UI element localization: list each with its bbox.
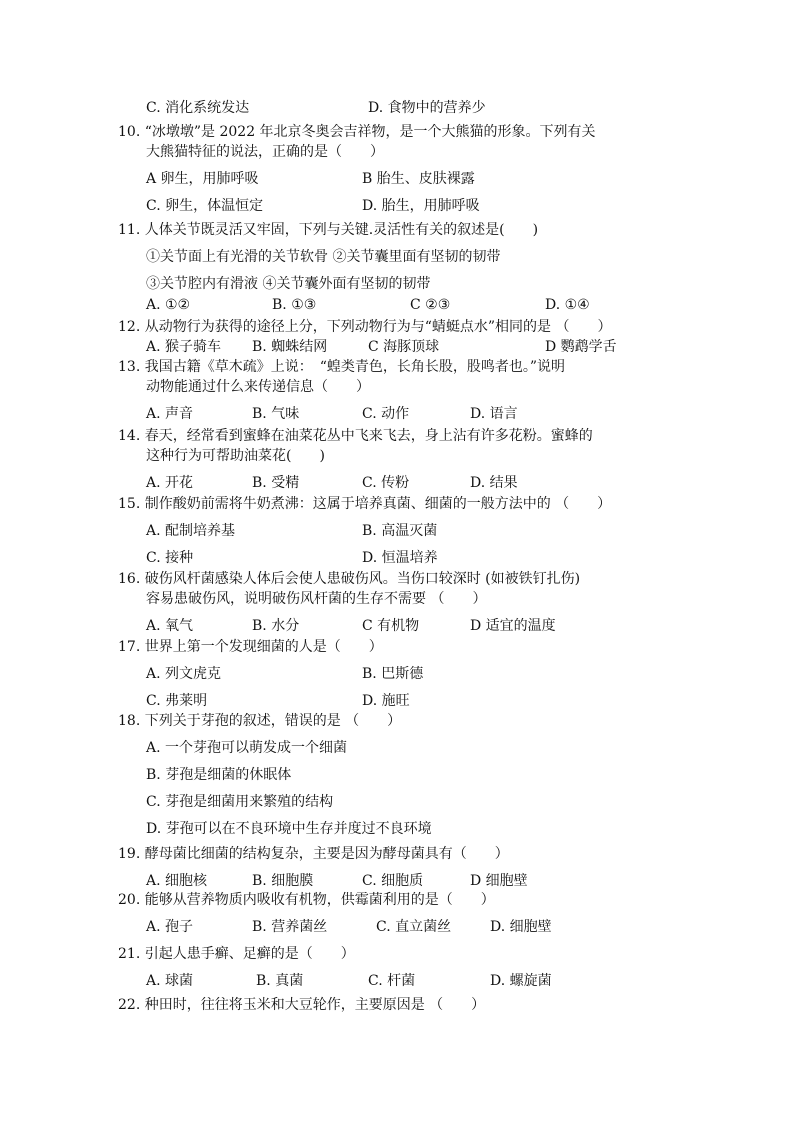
q9-option-c: C. 消化系统发达 <box>146 100 250 116</box>
q13-stem-line2: 动物能通过什么来传递信息（ ） <box>146 379 370 395</box>
q20-option-b: B. 营养菌丝 <box>252 919 328 935</box>
q14-option-d: D. 结果 <box>470 475 518 491</box>
q17-stem: 17. 世界上第一个发现细菌的人是（ ） <box>118 639 383 655</box>
q15-option-d: D. 恒温培养 <box>362 550 438 566</box>
q13-option-a: A. 声音 <box>146 406 194 422</box>
q12-stem: 12. 从动物行为获得的途径上分，下列动物行为与“蜻蜓点水”相同的是 （ ） <box>118 319 612 335</box>
q21-option-a: A. 球菌 <box>146 973 194 989</box>
q14-option-a: A. 开花 <box>146 475 194 491</box>
q10-option-c: C. 卵生，体温恒定 <box>146 198 264 214</box>
q17-option-b: B. 巴斯德 <box>362 666 424 682</box>
q16-option-a: A. 氧气 <box>146 618 194 634</box>
q19-option-c: C. 细胞质 <box>362 873 424 889</box>
q21-option-d: D. 螺旋菌 <box>490 973 552 989</box>
q14-option-c: C. 传粉 <box>362 475 410 491</box>
q21-option-b: B. 真菌 <box>256 973 304 989</box>
q11-option-a: A. ①② <box>146 297 191 313</box>
q14-stem-line1: 14. 春天，经常看到蜜蜂在油菜花丛中飞来飞去，身上沾有许多花粉。蜜蜂的 <box>118 428 593 444</box>
q18-stem: 18. 下列关于芽孢的叙述，错误的是 （ ） <box>118 713 402 729</box>
q13-stem-line1: 13. 我国古籍《草木疏》上说： “蝗类青色，长角长股，股鸣者也。”说明 <box>118 359 566 375</box>
q20-stem: 20. 能够从营养物质内吸收有机物，供霉菌利用的是（ ） <box>118 892 495 908</box>
q19-option-d: D 细胞壁 <box>470 873 528 889</box>
q11-statement-1: ①关节面上有光滑的关节软骨 ②关节囊里面有坚韧的韧带 <box>146 249 501 265</box>
q18-option-b: B. 芽孢是细菌的休眠体 <box>146 767 292 783</box>
q12-option-d: D 鹦鹉学舌 <box>545 339 617 355</box>
q16-stem-line2: 容易患破伤风，说明破伤风杆菌的生存不需要 （ ） <box>146 591 487 607</box>
q11-option-b: B. ①③ <box>272 297 317 313</box>
q12-option-a: A. 猴子骑车 <box>146 339 222 355</box>
q11-option-d: D. ①④ <box>545 297 590 313</box>
q17-option-d: D. 施旺 <box>362 693 410 709</box>
q18-option-a: A. 一个芽孢可以萌发成一个细菌 <box>146 740 348 756</box>
q16-option-b: B. 水分 <box>252 618 300 634</box>
q11-option-c: C ②③ <box>410 297 451 313</box>
q15-option-a: A. 配制培养基 <box>146 523 236 539</box>
q17-option-a: A. 列文虎克 <box>146 666 222 682</box>
q20-option-a: A. 孢子 <box>146 919 194 935</box>
q21-option-c: C. 杆菌 <box>368 973 416 989</box>
q19-option-b: B. 细胞膜 <box>252 873 314 889</box>
q21-stem: 21. 引起人患手癣、足癣的是（ ） <box>118 946 355 962</box>
q11-stem: 11. 人体关节既灵活又牢固，下列与关键.灵活性有关的叙述是( ) <box>118 222 539 238</box>
q19-stem: 19. 酵母菌比细菌的结构复杂，主要是因为酵母菌具有（ ） <box>118 846 509 862</box>
q18-option-c: C. 芽孢是细菌用来繁殖的结构 <box>146 794 334 810</box>
q15-option-c: C. 接种 <box>146 550 194 566</box>
q13-option-d: D. 语言 <box>470 406 518 422</box>
q12-option-b: B. 蜘蛛结网 <box>252 339 328 355</box>
q15-option-b: B. 高温灭菌 <box>362 523 438 539</box>
q10-stem-line2: 大熊猫特征的说法，正确的是（ ） <box>146 144 384 160</box>
q17-option-c: C. 弗莱明 <box>146 693 208 709</box>
q16-option-d: D 适宜的温度 <box>470 618 556 634</box>
q10-stem-line1: 10. “冰墩墩”是 2022 年北京冬奥会吉祥物，是一个大熊猫的形象。下列有关 <box>118 124 596 140</box>
q10-option-a: A 卵生，用肺呼吸 <box>146 171 259 187</box>
q18-option-d: D. 芽孢可以在不良环境中生存并度过不良环境 <box>146 821 432 837</box>
q13-option-c: C. 动作 <box>362 406 410 422</box>
q22-stem: 22. 种田时，往往将玉米和大豆轮作，主要原因是 （ ） <box>118 997 486 1013</box>
q14-stem-line2: 这种行为可帮助油菜花( ) <box>146 448 325 464</box>
q19-option-a: A. 细胞核 <box>146 873 208 889</box>
q10-option-b: B 胎生、皮肤裸露 <box>362 171 475 187</box>
q14-option-b: B. 受精 <box>252 475 300 491</box>
q12-option-c: C 海豚顶球 <box>368 339 440 355</box>
q20-option-c: C. 直立菌丝 <box>376 919 452 935</box>
q15-stem: 15. 制作酸奶前需将牛奶煮沸：这属于培养真菌、细菌的一般方法中的 （ ） <box>118 496 612 512</box>
q11-statement-2: ③关节腔内有滑液 ④关节囊外面有坚韧的韧带 <box>146 276 431 292</box>
q9-option-d: D. 食物中的营养少 <box>368 100 486 116</box>
q16-option-c: C 有机物 <box>362 618 420 634</box>
q13-option-b: B. 气味 <box>252 406 300 422</box>
q10-option-d: D. 胎生，用肺呼吸 <box>362 198 480 214</box>
q20-option-d: D. 细胞壁 <box>490 919 552 935</box>
q16-stem-line1: 16. 破伤风杆菌感染人体后会使人患破伤风。当伤口较深时 (如被铁钉扎伤) <box>118 571 581 587</box>
